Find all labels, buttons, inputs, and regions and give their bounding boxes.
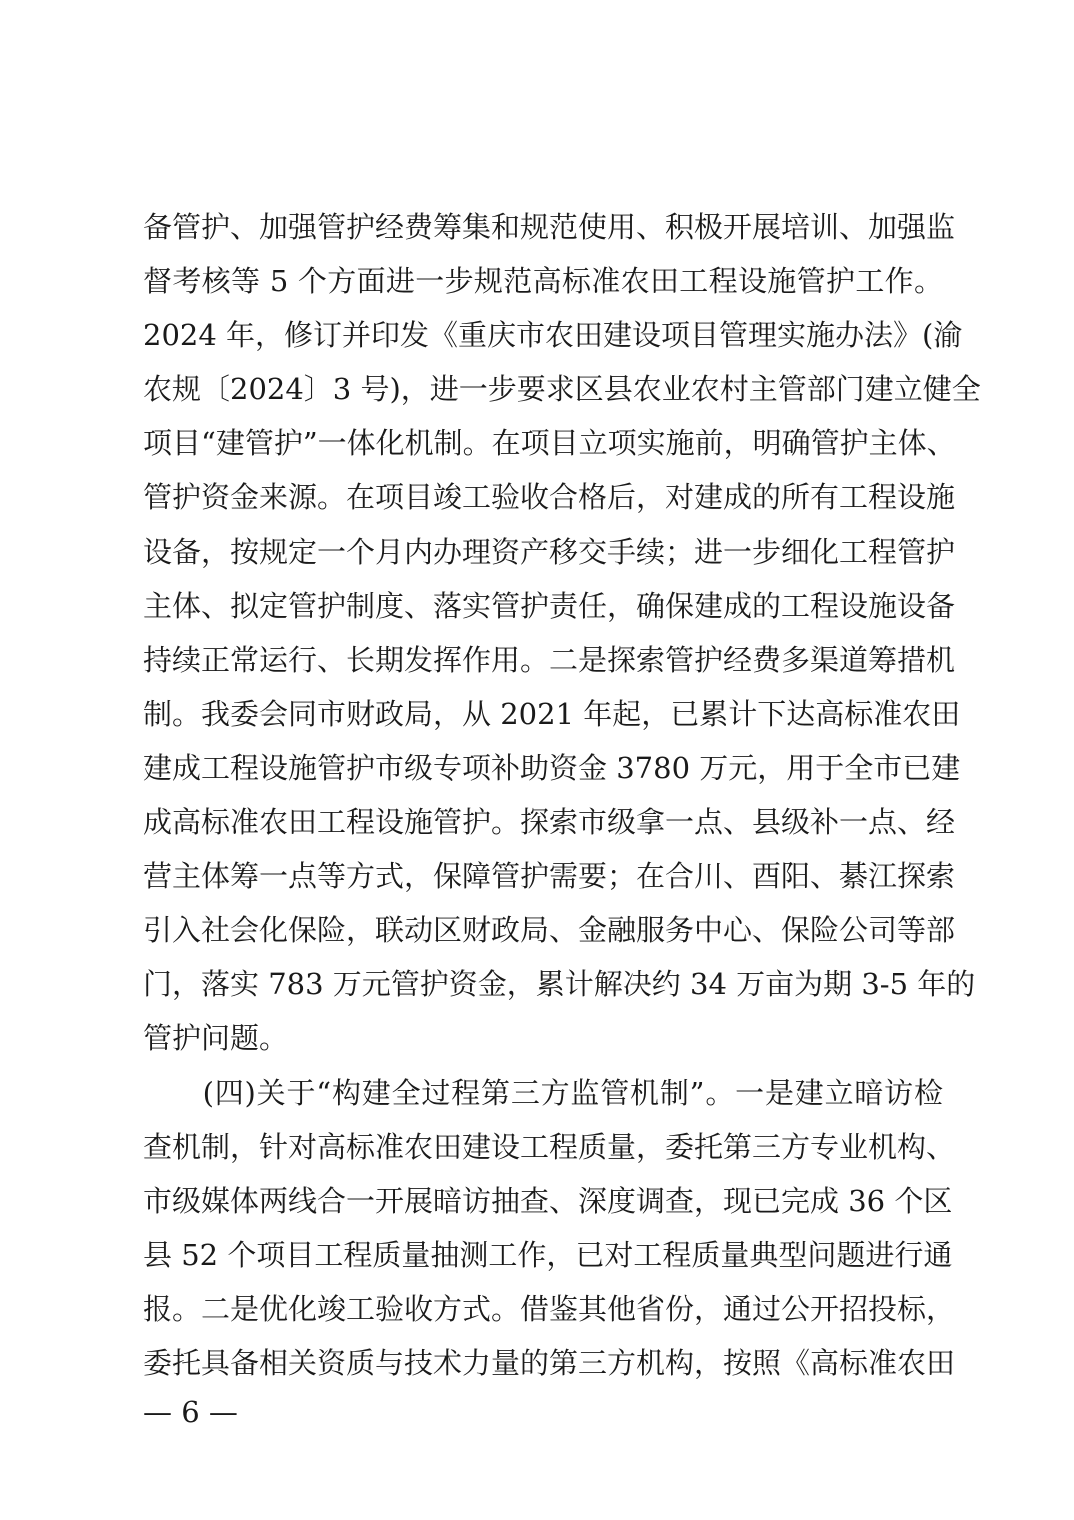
- text-line: 管护问题。: [143, 1021, 289, 1056]
- text-line: 管护资金来源。在项目竣工验收合格后，对建成的所有工程设施: [143, 480, 956, 515]
- text-line: 督考核等 5 个方面进一步规范高标准农田工程设施管护工作。: [143, 264, 943, 299]
- text-line: 报。二是优化竣工验收方式。借鉴其他省份，通过公开招投标，: [143, 1291, 956, 1326]
- text-line: 县 52 个项目工程质量抽测工作，已对工程质量典型问题进行通: [143, 1237, 953, 1272]
- text-line: 项目“建管护”一体化机制。在项目立项实施前，明确管护主体、: [143, 426, 956, 461]
- text-line: 建成工程设施管护市级专项补助资金 3780 万元，用于全市已建: [143, 750, 961, 785]
- text-line: 引入社会化保险，联动区财政局、金融服务中心、保险公司等部: [143, 913, 956, 948]
- text-line: 门，落实 783 万元管护资金，累计解决约 34 万亩为期 3-5 年的: [143, 967, 976, 1002]
- text-line: 设备，按规定一个月内办理资产移交手续；进一步细化工程管护: [143, 534, 956, 569]
- text-line: 备管护、加强管护经费筹集和规范使用、积极开展培训、加强监: [143, 210, 956, 244]
- text-line: 查机制，针对高标准农田建设工程质量，委托第三方专业机构、: [143, 1129, 956, 1164]
- text-line: 成高标准农田工程设施管护。探索市级拿一点、县级补一点、经: [143, 805, 956, 840]
- text-line: 2024 年，修订并印发《重庆市农田建设项目管理实施办法》(渝: [143, 318, 963, 353]
- text-line: 农规〔2024〕3 号)，进一步要求区县农业农村主管部门建立健全: [143, 372, 981, 407]
- text-line: 持续正常运行、长期发挥作用。二是探索管护经费多渠道筹措机: [143, 642, 956, 677]
- text-line: 市级媒体两线合一开展暗访抽查、深度调查，现已完成 36 个区: [143, 1183, 953, 1218]
- text-line: 制。我委会同市财政局，从 2021 年起，已累计下达高标准农田: [143, 696, 961, 731]
- text-line: 营主体筹一点等方式，保障管护需要；在合川、酉阳、綦江探索: [143, 859, 956, 894]
- text-line: 主体、拟定管护制度、落实管护责任，确保建成的工程设施设备: [143, 588, 956, 623]
- page-number: — 6 —: [143, 1395, 238, 1429]
- body-text: [143, 200, 981, 1390]
- text-line: (四)关于“构建全过程第三方监管机制”。一是建立暗访检: [143, 1075, 943, 1110]
- text-line: 委托具备相关资质与技术力量的第三方机构，按照《高标准农田: [143, 1345, 956, 1380]
